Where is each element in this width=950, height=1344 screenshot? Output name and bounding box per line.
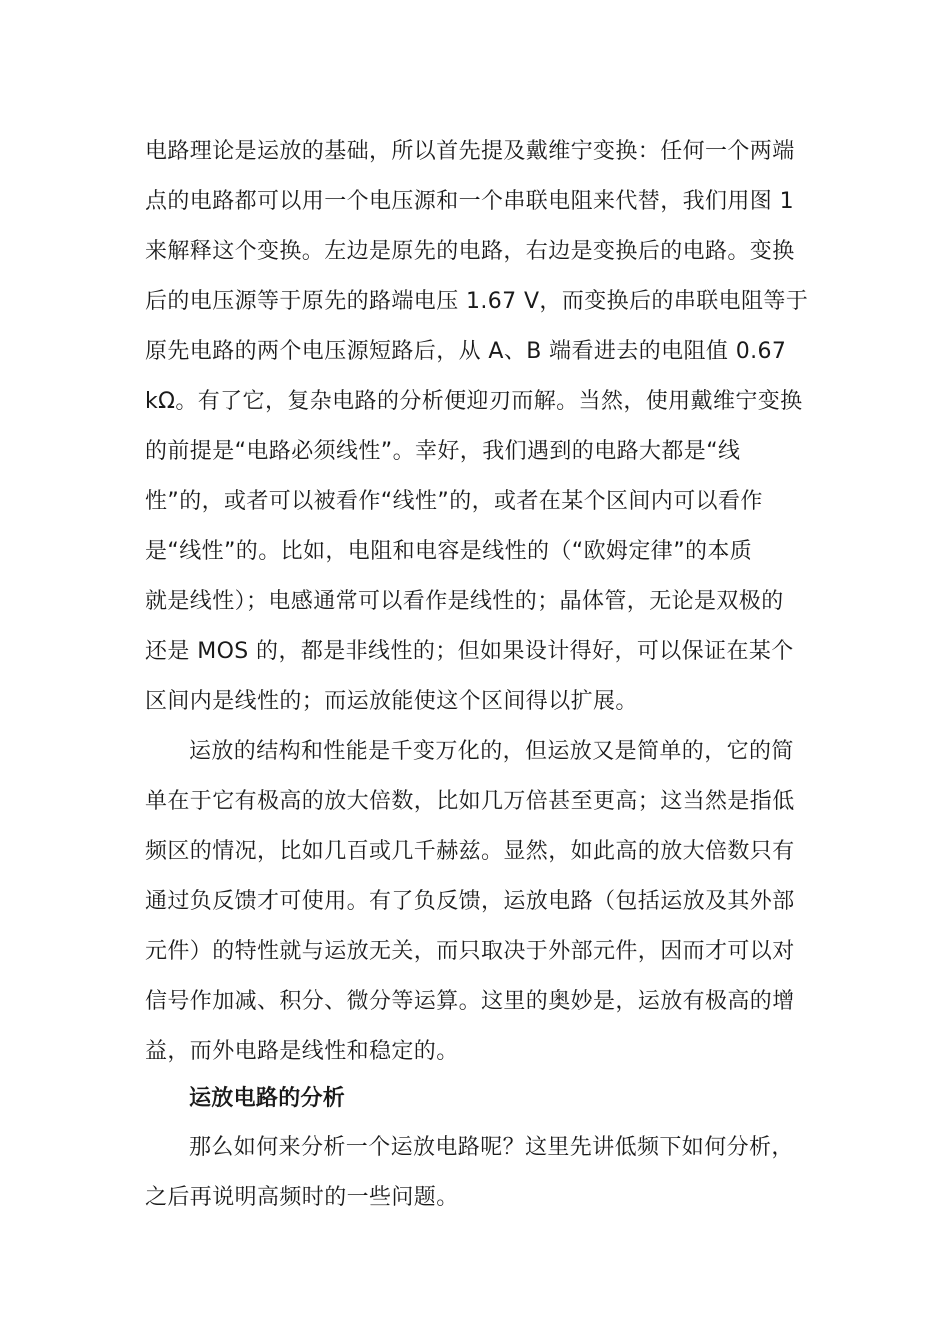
text-line: 电路理论是运放的基础，所以首先提及戴维宁变换：任何一个两端 [145,139,795,164]
text-line: 原先电路的两个电压源短路后，从 A、B 端看进去的电阻值 0.67 [145,339,787,364]
text-line: 通过负反馈才可使用。有了负反馈，运放电路（包括运放及其外部 [145,889,795,914]
text-line: 运放的结构和性能是千变万化的，但运放又是简单的，它的简 [189,739,794,764]
text-line: 元件）的特性就与运放无关，而只取决于外部元件，因而才可以对 [145,939,795,964]
text-line: 点的电路都可以用一个电压源和一个串联电阻来代替，我们用图 1 [145,189,794,214]
text-line: 之后再说明高频时的一些问题。 [145,1185,459,1210]
text-line: 后的电压源等于原先的路端电压 1.67 V，而变换后的串联电阻等于 [145,289,809,314]
text-line: 的前提是“电路必须线性”。幸好，我们遇到的电路大都是“线 [145,439,741,464]
text-line: 单在于它有极高的放大倍数，比如几万倍甚至更高；这当然是指低 [145,789,795,814]
text-line: 还是 MOS 的，都是非线性的；但如果设计得好，可以保证在某个 [145,639,794,664]
section-heading: 运放电路的分析 [189,1086,346,1111]
text-line: 益，而外电路是线性和稳定的。 [145,1039,459,1064]
text-line: 性”的，或者可以被看作“线性”的，或者在某个区间内可以看作 [145,489,763,514]
text-line: 频区的情况，比如几百或几千赫兹。显然，如此高的放大倍数只有 [145,839,795,864]
text-line: 区间内是线性的；而运放能使这个区间得以扩展。 [145,689,638,714]
text-line: kΩ。有了它，复杂电路的分析便迎刃而解。当然，使用戴维宁变换 [145,389,803,414]
text-line: 来解释这个变换。左边是原先的电路，右边是变换后的电路。变换 [145,239,795,264]
text-line: 信号作加减、积分、微分等运算。这里的奥妙是，运放有极高的增 [145,989,795,1014]
text-line: 就是线性）；电感通常可以看作是线性的；晶体管，无论是双极的 [145,589,784,614]
text-line: 是“线性”的。比如，电阻和电容是线性的（“欧姆定律”的本质 [145,539,753,564]
text-line: 那么如何来分析一个运放电路呢？这里先讲低频下如何分析， [189,1135,794,1160]
